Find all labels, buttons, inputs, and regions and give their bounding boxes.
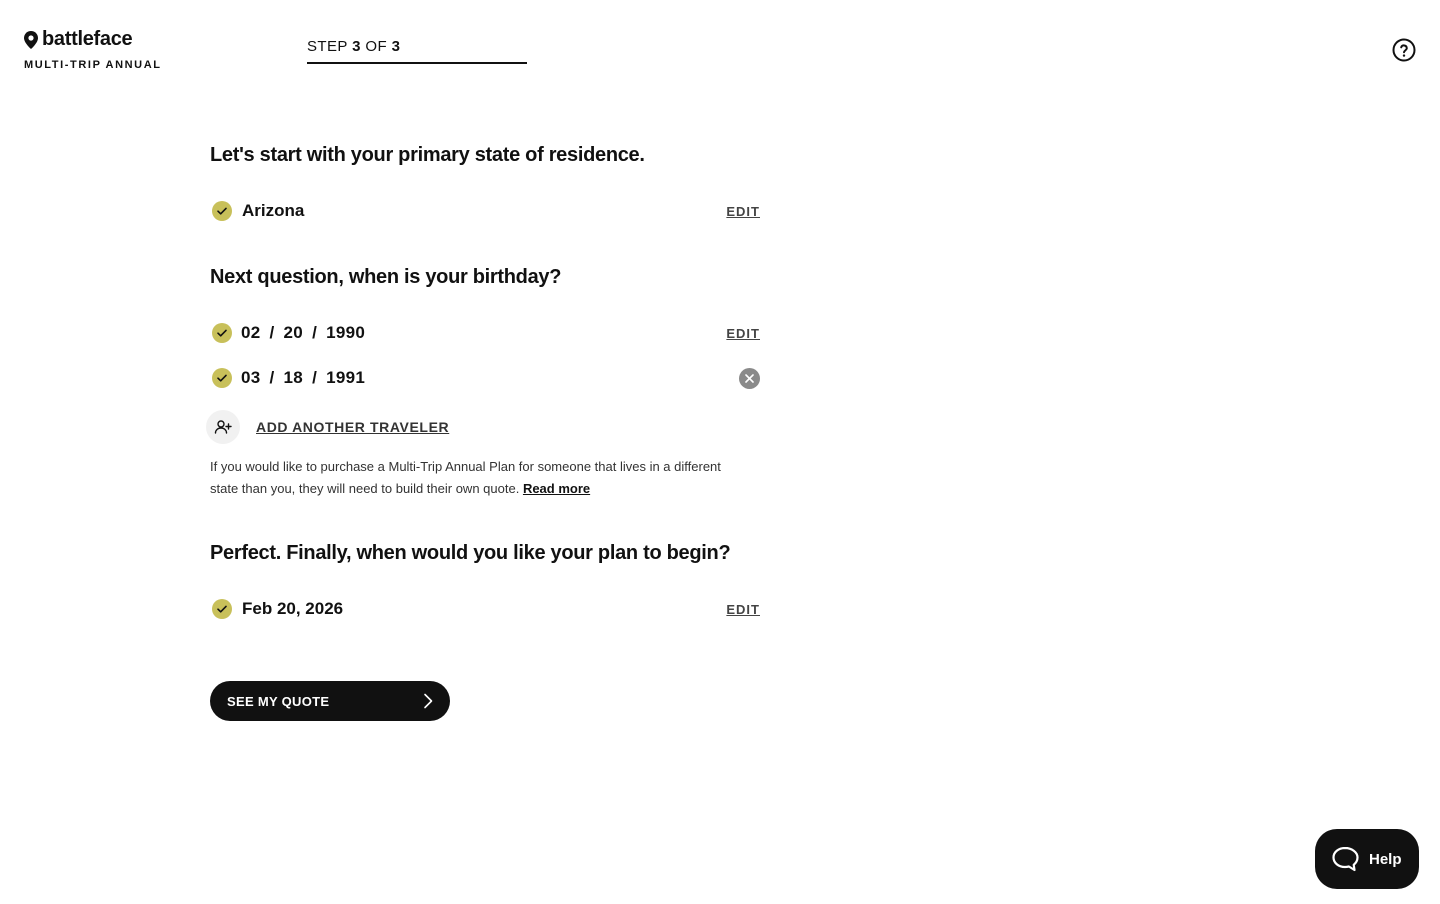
question-circle-icon[interactable] — [1392, 38, 1416, 62]
birth-month: 03 — [241, 368, 261, 387]
edit-birthday-button[interactable]: EDIT — [726, 325, 760, 341]
birth-day: 18 — [283, 368, 304, 387]
check-icon — [212, 323, 232, 343]
traveler-row-1 — [210, 319, 760, 347]
traveler-2-birthdate — [241, 368, 365, 388]
add-user-icon-wrapper — [206, 410, 240, 444]
close-icon — [745, 374, 754, 383]
traveler-note — [210, 456, 750, 500]
edit-start-date-button[interactable]: EDIT — [726, 601, 760, 617]
step-of: OF — [365, 38, 388, 55]
check-icon — [212, 599, 232, 619]
brand-name: battleface — [42, 28, 133, 50]
chat-bubble-icon — [1331, 846, 1359, 872]
state-question: Let's start with your primary state of residence. — [210, 144, 645, 166]
chevron-right-icon — [422, 693, 434, 709]
start-date-answer: Feb 20, 2026 — [242, 599, 344, 618]
birth-year: 1990 — [326, 323, 366, 342]
read-more-link[interactable]: Read more — [522, 481, 591, 496]
birth-year: 1991 — [326, 368, 366, 387]
add-traveler-button[interactable] — [206, 410, 449, 444]
location-pin-icon — [24, 31, 38, 49]
step-word: STEP — [307, 38, 348, 55]
see-my-quote-label: SEE MY QUOTE — [227, 693, 330, 709]
traveler-row-2 — [210, 364, 760, 392]
birth-month: 02 — [241, 323, 261, 342]
step-indicator — [307, 38, 527, 64]
date-separator: / — [312, 323, 318, 342]
check-icon — [212, 368, 232, 388]
start-date-answer-row — [210, 595, 760, 623]
add-traveler-label: ADD ANOTHER TRAVELER — [256, 419, 450, 435]
help-widget-label: Help — [1369, 850, 1402, 868]
birthday-question: Next question, when is your birthday? — [210, 266, 562, 288]
state-answer: Arizona — [242, 201, 305, 220]
plan-type-label: MULTI-TRIP ANNUAL — [24, 59, 162, 71]
step-current: 3 — [352, 38, 361, 55]
date-separator: / — [269, 323, 275, 342]
edit-state-button[interactable]: EDIT — [726, 203, 760, 219]
brand-logo[interactable] — [24, 28, 162, 71]
start-date-question: Perfect. Finally, when would you like your plan to begin? — [210, 542, 731, 564]
remove-traveler-button[interactable] — [739, 368, 760, 389]
add-user-icon — [214, 418, 232, 436]
state-answer-row — [210, 197, 760, 225]
traveler-1-birthdate — [241, 323, 365, 343]
check-icon — [212, 201, 232, 221]
traveler-note-text: If you would like to purchase a Multi-Trip Annual Plan for someone that lives in a different state than you, they will need to build their own quote. — [210, 459, 721, 496]
birth-day: 20 — [283, 323, 304, 342]
date-separator: / — [312, 368, 318, 387]
help-widget-button[interactable] — [1315, 829, 1419, 889]
date-separator: / — [269, 368, 275, 387]
see-my-quote-button[interactable] — [210, 681, 450, 721]
step-total: 3 — [391, 38, 401, 55]
